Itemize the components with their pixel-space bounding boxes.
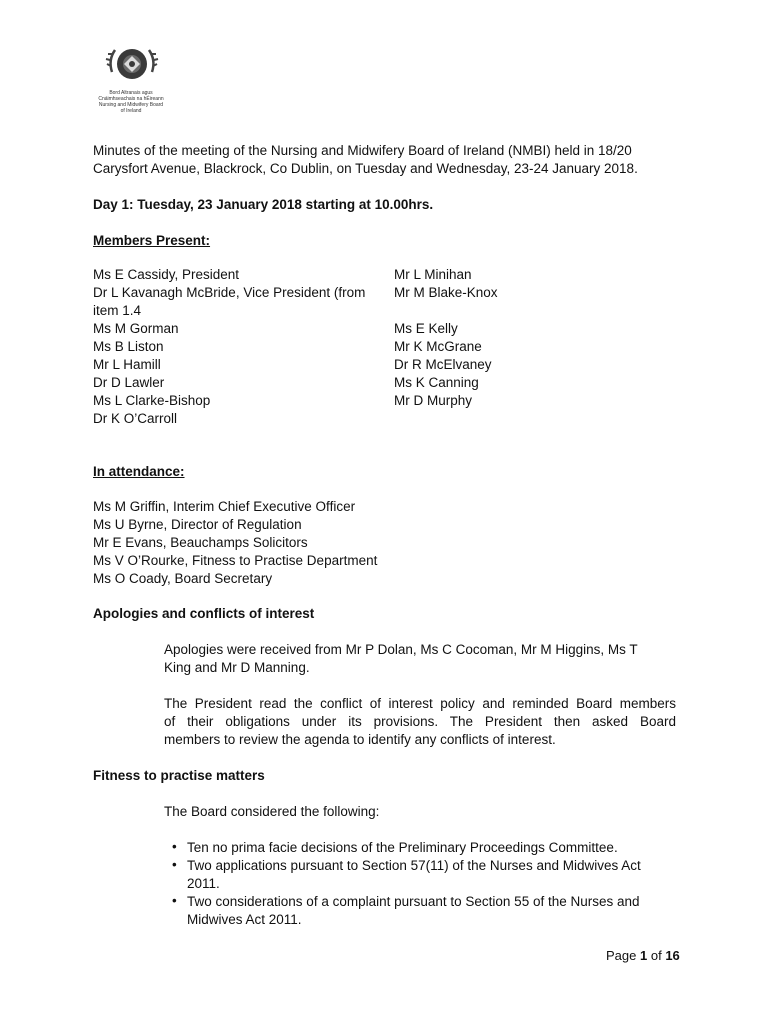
bullet-icon: •: [172, 839, 177, 854]
attendee-name: Mr E Evans, Beauchamps Solicitors: [93, 535, 308, 550]
member-name: Mr K McGrane: [394, 339, 482, 354]
logo-line: of Ireland: [120, 108, 142, 114]
member-name: Ms E Kelly: [394, 321, 458, 336]
member-name: Mr M Blake-Knox: [394, 285, 498, 300]
member-name: Mr L Minihan: [394, 267, 472, 282]
page-number: [606, 948, 680, 963]
bullet-text: Two applications pursuant to Section 57(11) of the Nurses and Midwives Act: [187, 858, 641, 873]
logo-line: Cnáimhseachais na hÉireann: [98, 96, 164, 102]
bullet-text: Ten no prima facie decisions of the Preliminary Proceedings Committee.: [187, 840, 618, 855]
nmbi-emblem-icon: [102, 42, 162, 88]
page-word: Page: [606, 948, 637, 963]
attendee-name: Ms M Griffin, Interim Chief Executive Officer: [93, 499, 356, 514]
conflict-text: members to review the agenda to identify any conflicts of interest.: [164, 732, 556, 747]
attendance-heading: In attendance:: [93, 464, 185, 479]
logo-line: Nursing and Midwifery Board: [98, 102, 164, 108]
member-name: Dr L Kavanagh McBride, Vice President (from: [93, 285, 366, 300]
member-name: Ms K Canning: [394, 375, 479, 390]
attendee-name: Ms V O’Rourke, Fitness to Practise Department: [93, 553, 378, 568]
attendee-name: Ms O Coady, Board Secretary: [93, 571, 273, 586]
member-name: Mr L Hamill: [93, 357, 161, 372]
apologies-text: King and Mr D Manning.: [164, 660, 310, 675]
bullet-icon: •: [172, 893, 177, 908]
page-total: 16: [665, 948, 680, 963]
apologies-text: Apologies were received from Mr P Dolan, Ms C Cocoman, Mr M Higgins, Ms T: [164, 642, 638, 657]
bullet-text: 2011.: [187, 876, 220, 891]
attendee-name: Ms U Byrne, Director of Regulation: [93, 517, 302, 532]
day-heading: Day 1: Tuesday, 23 January 2018 starting at 10.00hrs.: [93, 197, 434, 212]
page-current: 1: [640, 948, 648, 963]
ftp-intro: The Board considered the following:: [164, 804, 380, 819]
ftp-heading: Fitness to practise matters: [93, 768, 265, 783]
bullet-text: Two considerations of a complaint pursuant to Section 55 of the Nurses and: [187, 894, 640, 909]
member-name: Ms E Cassidy, President: [93, 267, 240, 282]
member-name: Ms L Clarke-Bishop: [93, 393, 211, 408]
bullet-text: Midwives Act 2011.: [187, 912, 302, 927]
member-name: Mr D Murphy: [394, 393, 473, 408]
apologies-heading: Apologies and conflicts of interest: [93, 606, 315, 621]
logo-line: Bord Altranais agus: [109, 90, 153, 96]
member-name: Dr R McElvaney: [394, 357, 492, 372]
nmbi-logo: [92, 42, 172, 114]
member-name: Ms B Liston: [93, 339, 164, 354]
member-name: Dr D Lawler: [93, 375, 165, 390]
member-name: Dr K O’Carroll: [93, 411, 178, 426]
conflict-text: of their obligations under its provisions. The President then asked Board: [164, 714, 676, 729]
intro-line: Carysfort Avenue, Blackrock, Co Dublin, on Tuesday and Wednesday, 23-24 January 2018.: [93, 161, 638, 176]
member-name: item 1.4: [93, 303, 142, 318]
members-heading: Members Present:: [93, 233, 211, 248]
conflict-text: The President read the conflict of interest policy and reminded Board members: [164, 696, 676, 711]
of-word: of: [650, 948, 662, 963]
intro-line: Minutes of the meeting of the Nursing and Midwifery Board of Ireland (NMBI) held in 18/20: [93, 143, 632, 158]
bullet-icon: •: [172, 857, 177, 872]
member-name: Ms M Gorman: [93, 321, 179, 336]
